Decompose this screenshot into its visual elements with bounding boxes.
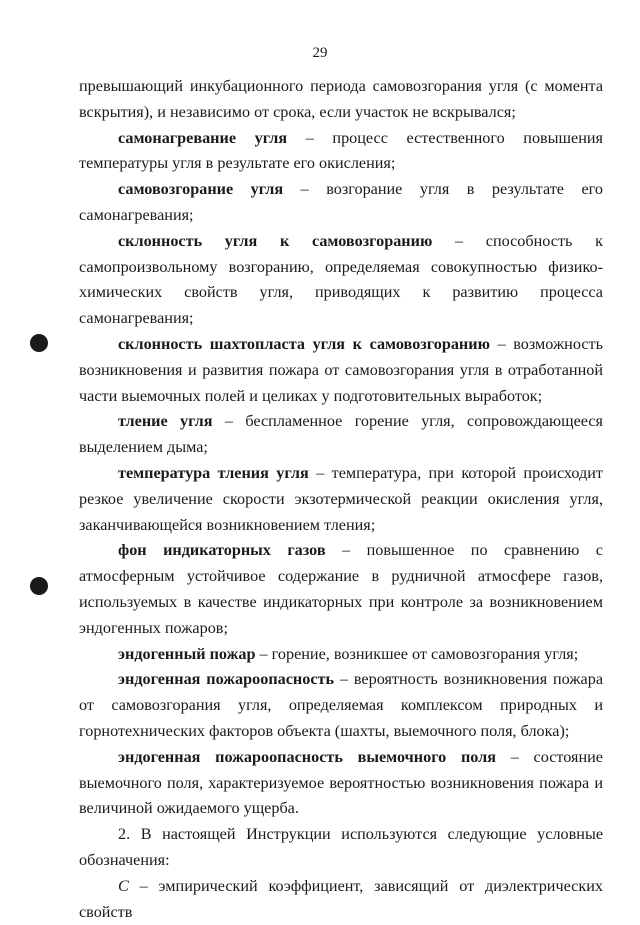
definition-smoldering-temperature: температура тления угля – температура, при которой происходит резкое увеличение скорости экзотермической реакции окисления угля, заканчивающейся возникновением тления; bbox=[79, 463, 603, 534]
definition-propensity: склонность угля к самовозгоранию – способность к самопроизвольному возгоранию, определяемая совокупностью физико-химических свойств угля, приводящих к развитию процесса самонагревания; bbox=[79, 231, 603, 328]
definition-seam-propensity: склонность шахтопласта угля к самовозгоранию – возможность возникновения и развития пожара от самовозгорания угля в отработанной части выемочных полей и целиках у подготовительных выработок; bbox=[79, 334, 603, 405]
term: тление угля bbox=[118, 412, 213, 431]
definition-smoldering: тление угля – беспламенное горение угля, сопровождающееся выделением дыма; bbox=[79, 412, 603, 457]
notation-c: С – эмпирический коэффициент, зависящий от диэлектрических свойств bbox=[79, 876, 603, 921]
term: эндогенная пожароопасность выемочного поля bbox=[118, 747, 497, 766]
term: самовозгорание угля bbox=[118, 180, 284, 199]
symbol: С bbox=[118, 876, 129, 895]
paragraph-continuation: превышающий инкубационного периода самовозгорания угля (с момента вскрытия), и независимо от срока, если участок не вскрывался; bbox=[79, 77, 603, 121]
definition-endogenous-fire: эндогенный пожар – горение, возникшее от самовозгорания угля; bbox=[118, 644, 579, 663]
definition-indicator-gas-background: фон индикаторных газов – повышенное по сравнению с атмосферным устойчивое содержание в рудничной атмосфере газов, используемых в качестве индикаторных при контроле за возникновением эндогенных пожаров; bbox=[79, 541, 603, 637]
section-2-intro: 2. В настоящей Инструкции используются следующие условные обозначения: bbox=[79, 825, 603, 869]
definition-self-heating: самонагревание угля – процесс естественного повышения температуры угля в результате его окисления; bbox=[79, 128, 603, 173]
term: фон индикаторных газов bbox=[118, 541, 326, 560]
definition-spontaneous-combustion: самовозгорание угля – возгорание угля в результате его самонагревания; bbox=[79, 180, 603, 224]
term: температура тления угля bbox=[118, 463, 309, 482]
document-body bbox=[79, 74, 603, 925]
term: склонность угля к самовозгоранию bbox=[118, 231, 433, 250]
term: склонность шахтопласта угля к самовозгоранию bbox=[118, 334, 490, 353]
term: самонагревание угля bbox=[118, 128, 288, 147]
term: эндогенная пожароопасность bbox=[118, 670, 335, 689]
page-number: 29 bbox=[312, 45, 328, 61]
definition-endogenous-fire-hazard: эндогенная пожароопасность – вероятность возникновения пожара от самовозгорания угля, определяемая комплексом природных и горнотехнических факторов объекта (шахты, выемочного поля, блока); bbox=[79, 670, 603, 740]
punch-hole-top bbox=[30, 334, 48, 352]
punch-hole-bottom bbox=[30, 577, 48, 595]
definition-panel-fire-hazard: эндогенная пожароопасность выемочного поля – состояние выемочного поля, характеризуемое вероятностью возникновения пожара и величиной ожидаемого ущерба. bbox=[79, 747, 603, 818]
term: эндогенный пожар bbox=[118, 644, 256, 663]
